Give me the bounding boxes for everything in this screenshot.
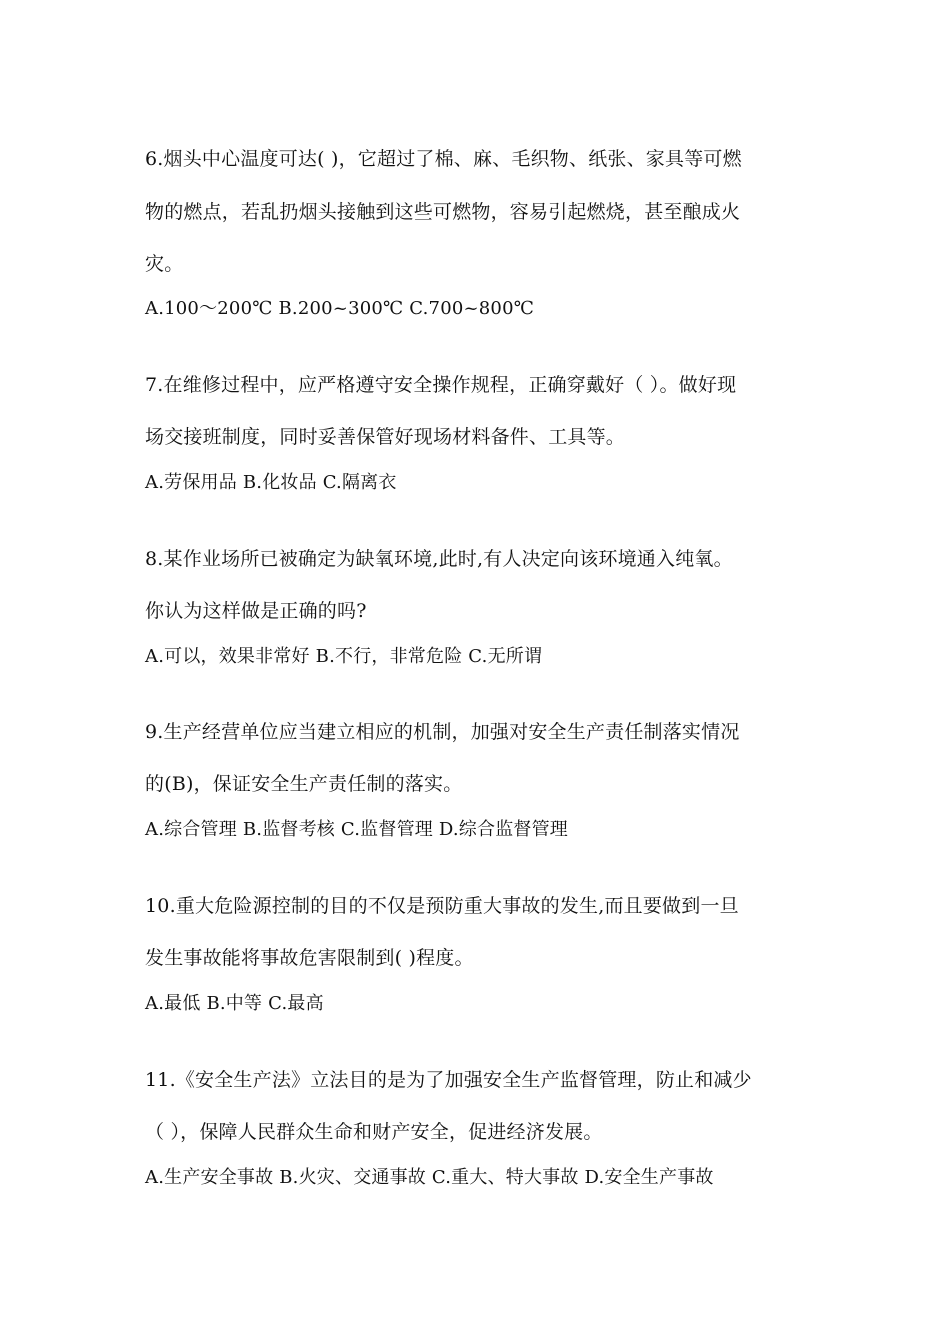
question-7-options: A.劳保用品 B.化妆品 C.隔离衣 [145, 472, 397, 493]
question-11-line-1: 11.《安全生产法》立法目的是为了加强安全生产监督管理，防止和减少 [145, 1069, 752, 1091]
question-11-options: A.生产安全事故 B.火灾、交通事故 C.重大、特大事故 D.安全生产事故 [145, 1167, 714, 1188]
question-7-line-2: 场交接班制度，同时妥善保管好现场材料备件、工具等。 [145, 426, 626, 448]
question-9-line-2: 的(B)，保证安全生产责任制的落实。 [145, 773, 463, 795]
question-10-options: A.最低 B.中等 C.最高 [145, 993, 324, 1014]
question-7-line-1: 7.在维修过程中，应严格遵守安全操作规程，正确穿戴好（ ）。做好现 [145, 374, 737, 396]
question-10-line-2: 发生事故能将事故危害限制到( )程度。 [145, 947, 474, 969]
question-9-options: A.综合管理 B.监督考核 C.监督管理 D.综合监督管理 [145, 819, 568, 840]
question-8-line-2: 你认为这样做是正确的吗? [145, 600, 367, 622]
question-10-line-1: 10.重大危险源控制的目的不仅是预防重大事故的发生,而且要做到一旦 [145, 895, 739, 917]
question-9-line-1: 9.生产经营单位应当建立相应的机制，加强对安全生产责任制落实情况 [145, 721, 740, 743]
question-8-options: A.可以，效果非常好 B.不行，非常危险 C.无所谓 [145, 646, 543, 667]
question-8-line-1: 8.某作业场所已被确定为缺氧环境,此时,有人决定向该环境通入纯氧。 [145, 548, 733, 570]
question-6-line-2: 物的燃点，若乱扔烟头接触到这些可燃物，容易引起燃烧，甚至酿成火 [145, 201, 741, 223]
question-6-options: A.100～200℃ B.200~300℃ C.700~800℃ [145, 298, 535, 319]
question-6-line-1: 6.烟头中心温度可达( )，它超过了棉、麻、毛织物、纸张、家具等可燃 [145, 148, 742, 170]
question-11-line-2: （ ），保障人民群众生命和财产安全，促进经济发展。 [145, 1121, 603, 1143]
question-6-line-3: 灾。 [145, 253, 184, 275]
